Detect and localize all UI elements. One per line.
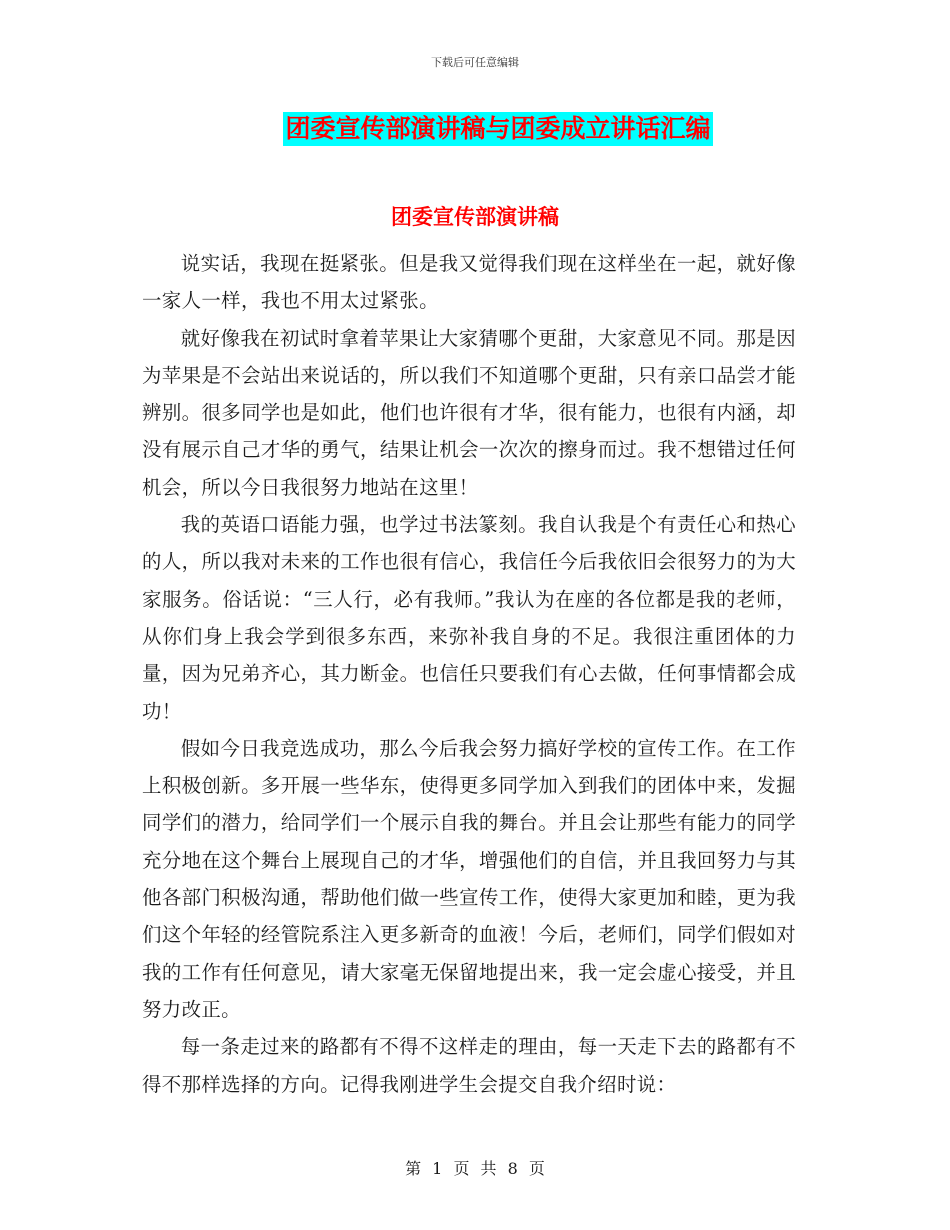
main-title-container [0,112,950,146]
body-text [142,245,796,1103]
section-title: 团委宣传部演讲稿 [391,205,559,229]
page-footer: 第 1 页 共 8 页 [405,1159,545,1178]
page-header-note: 下载后可任意编辑 [431,56,519,69]
paragraph-1: 说实话，我现在挺紧张。但是我又觉得我们现在这样坐在一起，就好像一家人一样，我也不用太过紧张。 [142,252,796,313]
paragraph-5: 每一条走过来的路都有不得不这样走的理由，每一天走下去的路都有不得不那样选择的方向。记得我刚进学生会提交自我介绍时说： [142,1035,796,1096]
paragraph-2: 就好像我在初试时拿着苹果让大家猜哪个更甜，大家意见不同。那是因为苹果是不会站出来说话的，所以我们不知道哪个更甜，只有亲口品尝才能辨别。很多同学也是如此，他们也许很有才华，很有能力，也很有内涵，却没有展示自己才华的勇气，结果让机会一次次的擦身而过。我不想错过任何机会，所以今日我很努力地站在这里！ [142,326,796,499]
main-title: 团委宣传部演讲稿与团委成立讲话汇编 [283,112,712,146]
paragraph-3: 我的英语口语能力强，也学过书法篆刻。我自认我是个有责任心和热心的人，所以我对未来的工作也很有信心，我信任今后我依旧会很努力的为大家服务。俗话说：“三人行，必有我师。”我认为在座的各位都是我的老师，从你们身上我会学到很多东西，来弥补我自身的不足。我很注重团体的力量，因为兄弟齐心，其力断金。也信任只要我们有心去做，任何事情都会成功！ [142,513,796,723]
paragraph-4: 假如今日我竞选成功，那么今后我会努力搞好学校的宣传工作。在工作上积极创新。多开展一些华东，使得更多同学加入到我们的团体中来，发掘同学们的潜力，给同学们一个展示自我的舞台。并且会让那些有能力的同学充分地在这个舞台上展现自己的才华，增强他们的自信，并且我回努力与其他各部门积极沟通，帮助他们做一些宣传工作，使得大家更加和睦，更为我们这个年轻的经管院系注入更多新奇的血液！今后，老师们，同学们假如对我的工作有任何意见，请大家毫无保留地提出来，我一定会虚心接受，并且努力改正。 [142,736,796,1021]
